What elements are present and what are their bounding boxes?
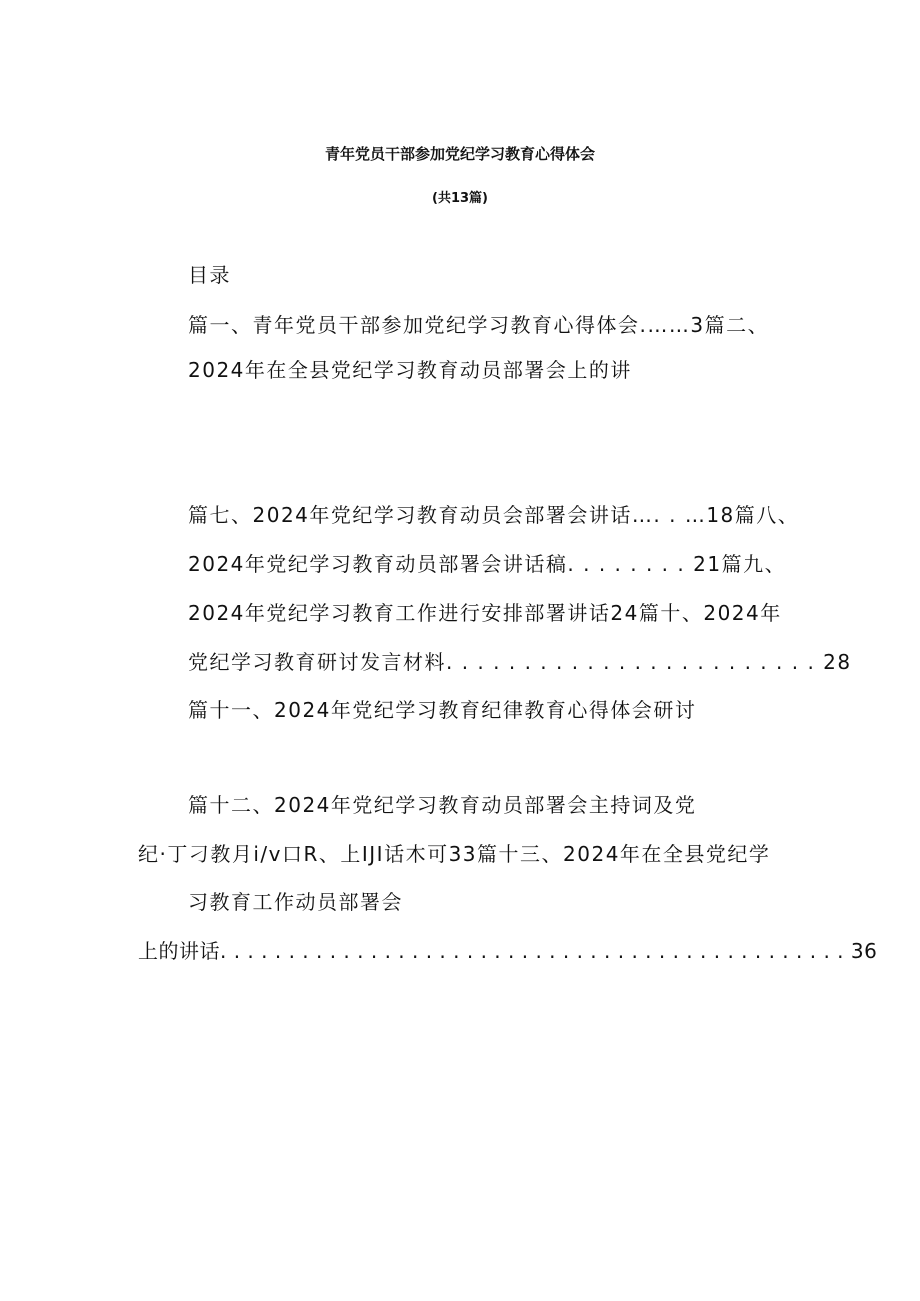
toc-entry: 党纪学习教育研讨发言材料. . . . . . . . . . . . . . . . . . . . . . . . 28 <box>188 650 852 674</box>
toc-entry: 纪·丁刁教月i/v口R、上IJI话木可33篇十三、2024年在全县党纪学 <box>138 842 771 866</box>
toc-entry: 篇十二、2024年党纪学习教育动员部署会主持词及党 <box>188 793 697 817</box>
toc-entry: 2024年在全县党纪学习教育动员部署会上的讲 <box>188 358 632 382</box>
toc-entry: 2024年党纪学习教育动员部署会讲话稿. . . . . . . . 21篇九、 <box>188 552 787 576</box>
document-subtitle-count: (共13篇) <box>432 191 488 206</box>
toc-entry: 上的讲话. . . . . . . . . . . . . . . . . . . . . . . . . . . . . . . . . . . . . . . . . . . . . . 36 <box>138 939 878 963</box>
toc-entry: 篇七、2024年党纪学习教育动员会部署会讲话…. . …18篇八、 <box>188 503 800 527</box>
document-title: 青年党员干部参加党纪学习教育心得体会 <box>324 145 595 163</box>
toc-entry: 2024年党纪学习教育工作进行安排部署讲话24篇十、2024年 <box>188 601 782 625</box>
toc-heading: 目录 <box>188 263 231 287</box>
toc-entry: 篇十一、2024年党纪学习教育纪律教育心得体会研讨 <box>188 698 697 722</box>
toc-entry: 习教育工作动员部署会 <box>188 890 403 914</box>
toc-entry: 篇一、青年党员干部参加党纪学习教育心得体会.……3篇二、 <box>188 313 770 337</box>
